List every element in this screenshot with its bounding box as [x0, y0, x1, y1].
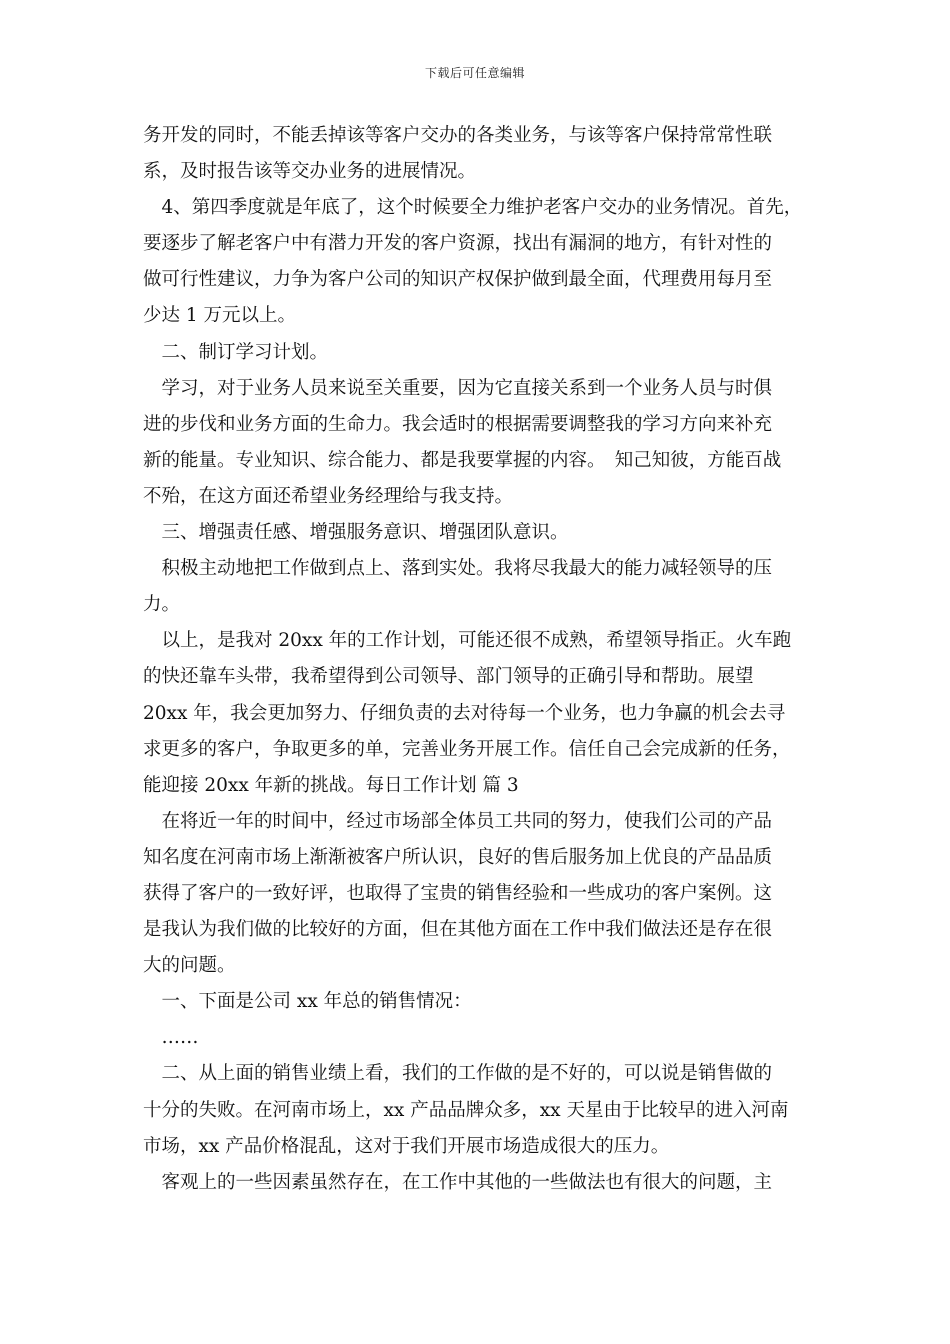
text-line: 是我认为我们做的比较好的方面，但在其他方面在工作中我们做法还是存在很	[143, 919, 773, 941]
text-line: 市场，xx 产品价格混乱，这对于我们开展市场造成很大的压力。	[143, 1135, 670, 1157]
text-line: 做可行性建议，力争为客户公司的知识产权保护做到最全面，代理费用每月至	[143, 269, 773, 291]
text-line: 知名度在河南市场上渐渐被客户所认识，良好的售后服务加上优良的产品品质	[143, 846, 773, 868]
text-line: 学习，对于业务人员来说至关重要，因为它直接关系到一个业务人员与时俱	[143, 377, 773, 399]
text-line: 务开发的同时，不能丢掉该等客户交办的各类业务，与该等客户保持常常性联	[143, 125, 773, 146]
section-heading: 一、下面是公司 xx 年总的销售情况：	[143, 991, 472, 1013]
page-header: 下载后可任意编辑	[424, 66, 525, 80]
text-line: 少达 1 万元以上。	[143, 305, 297, 327]
section-heading: 三、增强责任感、增强服务意识、增强团队意识。	[143, 522, 569, 544]
document-body	[143, 118, 809, 1201]
text-line: 的快还靠车头带，我希望得到公司领导、部门领导的正确引导和帮助。展望	[143, 666, 754, 688]
text-line: 系，及时报告该等交办业务的进展情况。	[143, 161, 477, 183]
text-line: 20xx 年，我会更加努力、仔细负责的去对待每一个业务，也力争赢的机会去寻	[143, 702, 786, 724]
text-line: 十分的失败。在河南市场上，xx 产品品牌众多，xx 天星由于比较早的进入河南	[143, 1099, 789, 1121]
text-line: 客观上的一些因素虽然存在，在工作中其他的一些做法也有很大的问题，主	[143, 1171, 773, 1193]
ellipsis-line: ……	[143, 1027, 199, 1049]
text-line: 获得了客户的一致好评，也取得了宝贵的销售经验和一些成功的客户案例。这	[143, 882, 773, 904]
text-line: 力。	[143, 594, 181, 616]
text-line: 能迎接 20xx 年新的挑战。每日工作计划 篇 3	[143, 774, 519, 796]
section-heading: 二、制订学习计划。	[143, 341, 329, 363]
text-line: 大的问题。	[143, 955, 236, 977]
text-line: 要逐步了解老客户中有潜力开发的客户资源，找出有漏洞的地方，有针对性的	[143, 233, 773, 255]
text-line: 积极主动地把工作做到点上、落到实处。我将尽我最大的能力减轻领导的压	[143, 558, 773, 580]
text-line: 新的能量。专业知识、综合能力、都是我要掌握的内容。 知己知彼，方能百战	[143, 449, 782, 471]
text-line: 二、从上面的销售业绩上看，我们的工作做的是不好的，可以说是销售做的	[143, 1063, 773, 1085]
text-line: 以上，是我对 20xx 年的工作计划，可能还很不成熟，希望领导指正。火车跑	[143, 630, 792, 652]
text-line: 在将近一年的时间中，经过市场部全体员工共同的努力，使我们公司的产品	[143, 810, 773, 832]
text-line: 求更多的客户，争取更多的单，完善业务开展工作。信任自己会完成新的任务，	[143, 738, 791, 760]
text-line: 不殆，在这方面还希望业务经理给与我支持。	[143, 485, 514, 507]
text-line: 进的步伐和业务方面的生命力。我会适时的根据需要调整我的学习方向来补充	[143, 413, 773, 435]
text-line: 4、第四季度就是年底了，这个时候要全力维护老客户交办的业务情况。首先，	[143, 197, 803, 219]
